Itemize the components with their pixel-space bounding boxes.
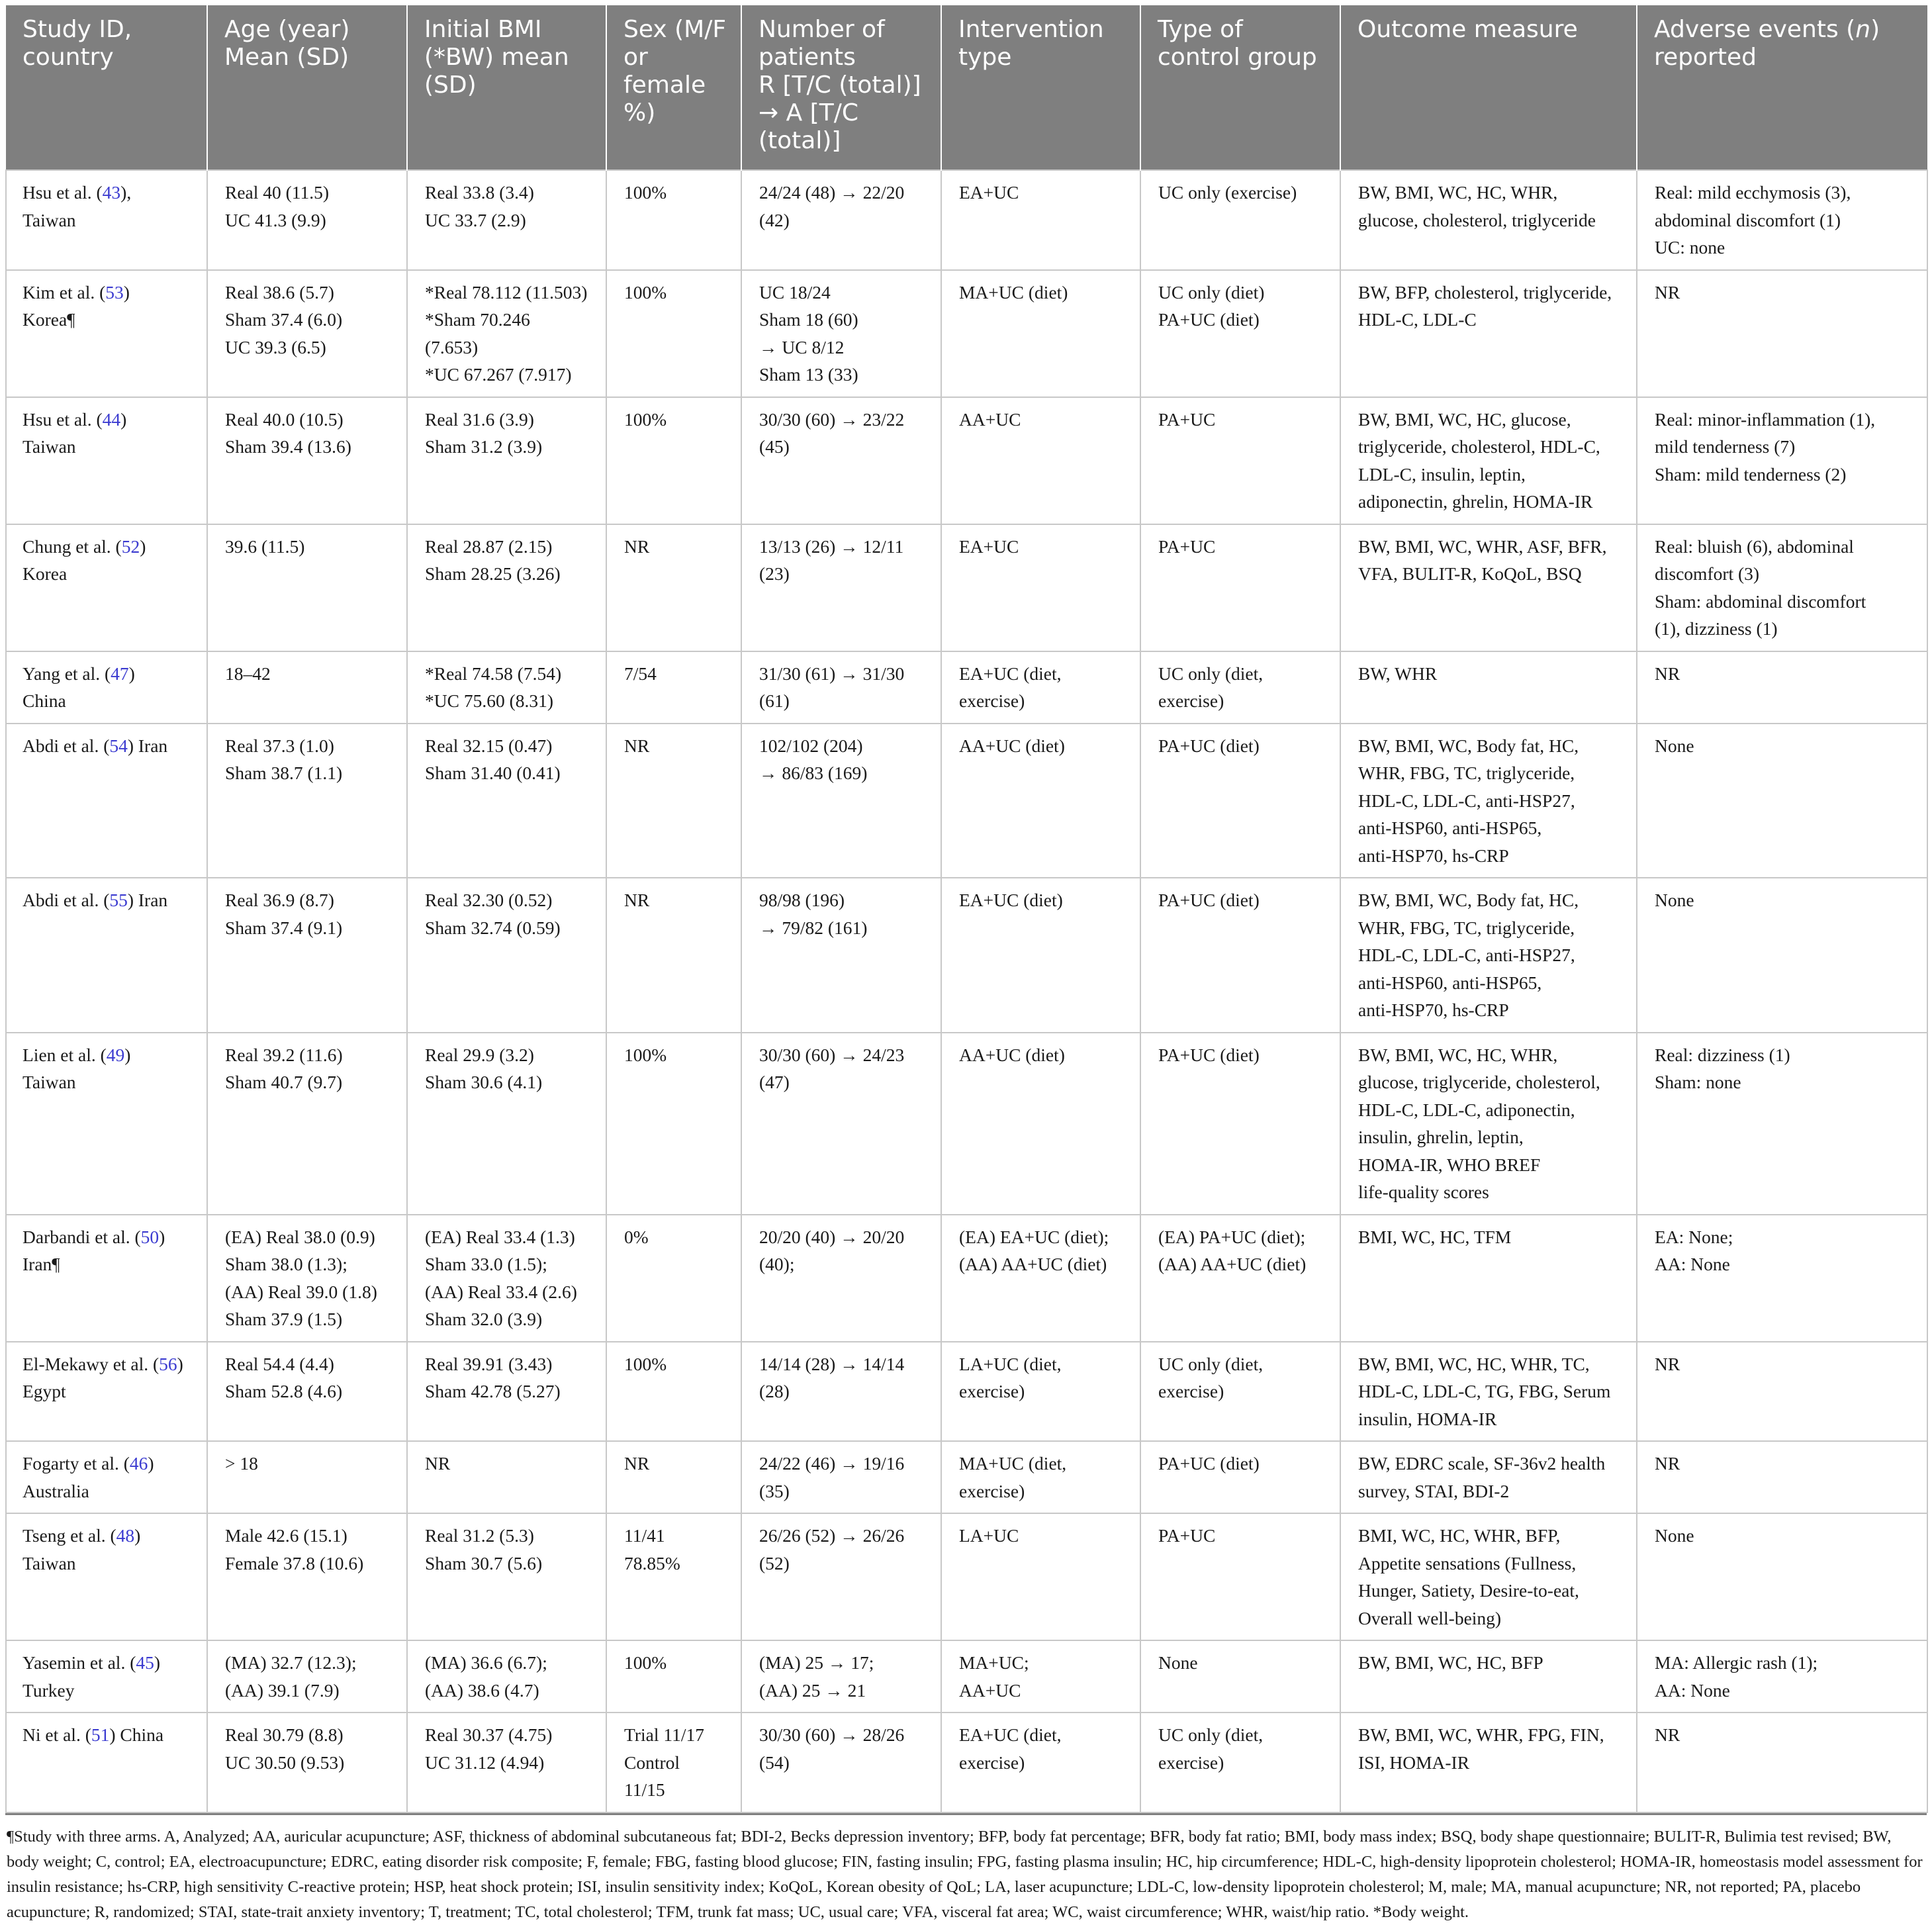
reference-link[interactable]: 48 <box>116 1525 135 1546</box>
outcome-cell: BW, WHR <box>1340 651 1637 724</box>
patients-cell: 31/30 (61) → 31/30 (61) <box>741 651 941 724</box>
bmi-cell: (MA) 36.6 (6.7); (AA) 38.6 (4.7) <box>407 1640 606 1713</box>
reference-link[interactable]: 55 <box>109 890 128 910</box>
adverse-events-cell: NR <box>1637 1342 1927 1442</box>
adverse-events-cell: Real: bluish (6), abdominal discomfort (3) Sham: abdominal discomfort (1), dizziness (1) <box>1637 524 1927 651</box>
age-cell: > 18 <box>207 1441 407 1513</box>
header-intervention-type: Intervention type <box>941 5 1140 170</box>
sex-cell: NR <box>606 524 741 651</box>
control-cell: UC only (exercise) <box>1140 170 1340 270</box>
age-cell: Real 36.9 (8.7) Sham 37.4 (9.1) <box>207 878 407 1033</box>
age-cell: Real 40 (11.5) UC 41.3 (9.9) <box>207 170 407 270</box>
patients-cell: 102/102 (204) → 86/83 (169) <box>741 724 941 878</box>
reference-link[interactable]: 47 <box>111 663 129 684</box>
bmi-cell: Real 31.6 (3.9) Sham 31.2 (3.9) <box>407 397 606 524</box>
study-name: Yasemin et al. ( <box>23 1652 136 1673</box>
patients-cell: 30/30 (60) → 23/22 (45) <box>741 397 941 524</box>
control-cell: UC only (diet, exercise) <box>1140 1713 1340 1812</box>
adverse-events-cell: None <box>1637 878 1927 1033</box>
adverse-events-cell: NR <box>1637 1713 1927 1812</box>
patients-cell: 24/22 (46) → 19/16 (35) <box>741 1441 941 1513</box>
study-name: Tseng et al. ( <box>23 1525 116 1546</box>
outcome-cell: BMI, WC, HC, WHR, BFP, Appetite sensations (Fullness, Hunger, Satiety, Desire-to-eat, Overall well-being) <box>1340 1513 1637 1640</box>
sex-cell: 100% <box>606 1342 741 1442</box>
bmi-cell: *Real 78.112 (11.503) *Sham 70.246 (7.653) *UC 67.267 (7.917) <box>407 270 606 397</box>
table-row <box>6 1441 1927 1513</box>
study-country: ), Taiwan <box>23 182 132 230</box>
sex-cell: 100% <box>606 1640 741 1713</box>
header-row <box>6 5 1927 170</box>
adverse-events-cell: Real: dizziness (1) Sham: none <box>1637 1033 1927 1215</box>
bmi-cell: Real 39.91 (3.43) Sham 42.78 (5.27) <box>407 1342 606 1442</box>
study-id-cell <box>6 1342 207 1442</box>
control-cell: UC only (diet) PA+UC (diet) <box>1140 270 1340 397</box>
patients-cell: UC 18/24 Sham 18 (60) → UC 8/12 Sham 13 (33) <box>741 270 941 397</box>
intervention-cell: EA+UC <box>941 524 1140 651</box>
age-cell: Male 42.6 (15.1) Female 37.8 (10.6) <box>207 1513 407 1640</box>
outcome-cell: BW, BMI, WC, HC, BFP <box>1340 1640 1637 1713</box>
reference-link[interactable]: 46 <box>129 1453 148 1474</box>
study-id-cell <box>6 1713 207 1812</box>
control-cell: PA+UC <box>1140 397 1340 524</box>
outcome-cell: BMI, WC, HC, TFM <box>1340 1215 1637 1342</box>
header-sex: Sex (M/F or female %) <box>606 5 741 170</box>
study-name: Lien et al. ( <box>23 1044 107 1065</box>
study-id-cell <box>6 270 207 397</box>
table-row <box>6 397 1927 524</box>
intervention-cell: MA+UC (diet, exercise) <box>941 1441 1140 1513</box>
intervention-cell: AA+UC (diet) <box>941 1033 1140 1215</box>
sex-cell: 100% <box>606 397 741 524</box>
patients-cell: 30/30 (60) → 28/26 (54) <box>741 1713 941 1812</box>
table-row <box>6 1033 1927 1215</box>
sex-cell: 0% <box>606 1215 741 1342</box>
sex-cell: Trial 11/17 Control 11/15 <box>606 1713 741 1812</box>
table-row <box>6 1342 1927 1442</box>
outcome-cell: BW, EDRC scale, SF-36v2 health survey, STAI, BDI-2 <box>1340 1441 1637 1513</box>
age-cell: 39.6 (11.5) <box>207 524 407 651</box>
reference-link[interactable]: 44 <box>102 408 121 430</box>
study-id-cell <box>6 170 207 270</box>
bmi-cell: Real 32.30 (0.52) Sham 32.74 (0.59) <box>407 878 606 1033</box>
table-row <box>6 1513 1927 1640</box>
outcome-cell: BW, BMI, WC, Body fat, HC, WHR, FBG, TC, triglyceride, HDL-C, LDL-C, anti-HSP27, anti-HSP60, anti-HSP65, anti-HSP70, hs-CRP <box>1340 878 1637 1033</box>
study-id-cell <box>6 1640 207 1713</box>
age-cell: Real 38.6 (5.7) Sham 37.4 (6.0) UC 39.3 (6.5) <box>207 270 407 397</box>
outcome-cell: BW, BMI, WC, WHR, FPG, FIN, ISI, HOMA-IR <box>1340 1713 1637 1812</box>
study-id-cell <box>6 651 207 724</box>
intervention-cell: AA+UC (diet) <box>941 724 1140 878</box>
table-row <box>6 524 1927 651</box>
adverse-events-cell: Real: minor-inflammation (1), mild tenderness (7) Sham: mild tenderness (2) <box>1637 397 1927 524</box>
study-name: Yang et al. ( <box>23 663 111 684</box>
bmi-cell: Real 29.9 (3.2) Sham 30.6 (4.1) <box>407 1033 606 1215</box>
table-row <box>6 1640 1927 1713</box>
bmi-cell: Real 33.8 (3.4) UC 33.7 (2.9) <box>407 170 606 270</box>
study-name: Fogarty et al. ( <box>23 1453 130 1474</box>
age-cell: Real 54.4 (4.4) Sham 52.8 (4.6) <box>207 1342 407 1442</box>
study-country: ) Egypt <box>23 1353 183 1401</box>
header-control-group: Type of control group <box>1140 5 1340 170</box>
header-adverse-events: Adverse events (n) reported <box>1637 5 1927 170</box>
age-cell: Real 37.3 (1.0) Sham 38.7 (1.1) <box>207 724 407 878</box>
table-row <box>6 1713 1927 1812</box>
reference-link[interactable]: 51 <box>91 1724 110 1745</box>
patients-cell: 13/13 (26) → 12/11 (23) <box>741 524 941 651</box>
control-cell: PA+UC <box>1140 524 1340 651</box>
control-cell: PA+UC (diet) <box>1140 1441 1340 1513</box>
intervention-cell: (EA) EA+UC (diet); (AA) AA+UC (diet) <box>941 1215 1140 1342</box>
control-cell: UC only (diet, exercise) <box>1140 1342 1340 1442</box>
study-name: Ni et al. ( <box>23 1724 91 1745</box>
sex-cell: 100% <box>606 170 741 270</box>
bmi-cell: *Real 74.58 (7.54) *UC 75.60 (8.31) <box>407 651 606 724</box>
bmi-cell: (EA) Real 33.4 (1.3) Sham 33.0 (1.5); (AA) Real 33.4 (2.6) Sham 32.0 (3.9) <box>407 1215 606 1342</box>
table-footnote: ¶Study with three arms. A, Analyzed; AA, auricular acupuncture; ASF, thickness of abdominal subcutaneous fat; BDI-2, Becks depression inventory; BFP, body fat percentage; BFR, body fat ratio; BMI, body mass index; BSQ, body shape questionnaire; BULIT-R, Bulimia test revised; BW, body weight; C, control; EA, electroacupuncture; EDRC, eating disorder risk composite; F, female; FBG, fasting blood glucose; FIN, fasting insulin; FPG, fasting plasma insulin; HC, hip circumference; HDL-C, high-density lipoprotein cholesterol; HOMA-IR, homeostasis model assessment for insulin resistance; hs-CRP, high sensitivity C-reactive protein; HSP, heat shock protein; ISI, insulin sensitivity index; KoQoL, Korean obesity of QoL; LA, laser acupuncture; LDL-C, low-density lipoprotein cholesterol; M, male; MA, manual acupuncture; NR, not reported; PA, placebo acupuncture; R, randomized; STAI, state-trait anxiety inventory; T, treatment; TC, total cholesterol; TFM, trunk fat mass; UC, usual care; VFA, visceral fat area; WC, waist circumference; WHR, waist/hip ratio. *Body weight. <box>5 1813 1927 1925</box>
age-cell: (MA) 32.7 (12.3); (AA) 39.1 (7.9) <box>207 1640 407 1713</box>
study-name: Hsu et al. ( <box>23 408 103 430</box>
reference-link[interactable]: 54 <box>109 735 128 756</box>
table-body <box>6 170 1927 1812</box>
age-cell: (EA) Real 38.0 (0.9) Sham 38.0 (1.3); (AA) Real 39.0 (1.8) Sham 37.9 (1.5) <box>207 1215 407 1342</box>
study-country: ) Taiwan <box>23 1525 141 1573</box>
study-id-cell <box>6 1033 207 1215</box>
adverse-events-cell: MA: Allergic rash (1); AA: None <box>1637 1640 1927 1713</box>
table-row <box>6 270 1927 397</box>
study-country: ) Korea¶ <box>23 281 130 330</box>
age-cell: Real 40.0 (10.5) Sham 39.4 (13.6) <box>207 397 407 524</box>
sex-cell: NR <box>606 1441 741 1513</box>
adverse-events-cell: EA: None; AA: None <box>1637 1215 1927 1342</box>
reference-link[interactable]: 45 <box>136 1652 154 1673</box>
intervention-cell: AA+UC <box>941 397 1140 524</box>
study-country: ) Turkey <box>23 1652 161 1701</box>
study-country: ) Iran <box>127 735 168 756</box>
study-name: Abdi et al. ( <box>23 890 110 910</box>
study-name: Abdi et al. ( <box>23 735 110 756</box>
sex-cell: NR <box>606 724 741 878</box>
study-country: ) Taiwan <box>23 408 127 457</box>
age-cell: Real 30.79 (8.8) UC 30.50 (9.53) <box>207 1713 407 1812</box>
reference-link[interactable]: 52 <box>121 536 140 557</box>
table-row <box>6 170 1927 270</box>
intervention-cell: MA+UC (diet) <box>941 270 1140 397</box>
reference-link[interactable]: 49 <box>106 1044 125 1065</box>
adverse-events-cell: NR <box>1637 651 1927 724</box>
outcome-cell: BW, BMI, WC, WHR, ASF, BFR, VFA, BULIT-R, KoQoL, BSQ <box>1340 524 1637 651</box>
outcome-cell: BW, BMI, WC, HC, WHR, glucose, triglyceride, cholesterol, HDL-C, LDL-C, adiponectin, insulin, ghrelin, leptin, HOMA-IR, WHO BREF life-quality scores <box>1340 1033 1637 1215</box>
table-row <box>6 724 1927 878</box>
adverse-events-cell: None <box>1637 724 1927 878</box>
sex-cell: 100% <box>606 270 741 397</box>
intervention-cell: EA+UC (diet, exercise) <box>941 1713 1140 1812</box>
study-id-cell <box>6 1215 207 1342</box>
adverse-events-cell: NR <box>1637 1441 1927 1513</box>
control-cell: UC only (diet, exercise) <box>1140 651 1340 724</box>
study-name: Darbandi et al. ( <box>23 1226 141 1247</box>
study-name: Hsu et al. ( <box>23 182 103 203</box>
bmi-cell: Real 31.2 (5.3) Sham 30.7 (5.6) <box>407 1513 606 1640</box>
table-header <box>6 5 1927 170</box>
study-country: ) Australia <box>23 1453 154 1501</box>
study-characteristics-table <box>5 5 1928 1813</box>
study-country: ) China <box>23 663 135 711</box>
sex-cell: NR <box>606 878 741 1033</box>
header-study-id: Study ID, country <box>6 5 207 170</box>
patients-cell: (MA) 25 → 17; (AA) 25 → 21 <box>741 1640 941 1713</box>
study-id-cell <box>6 524 207 651</box>
adverse-events-cell: None <box>1637 1513 1927 1640</box>
intervention-cell: LA+UC (diet, exercise) <box>941 1342 1140 1442</box>
control-cell: None <box>1140 1640 1340 1713</box>
study-id-cell <box>6 724 207 878</box>
control-cell: PA+UC (diet) <box>1140 1033 1340 1215</box>
reference-link[interactable]: 53 <box>105 281 124 303</box>
outcome-cell: BW, BFP, cholesterol, triglyceride, HDL-C, LDL-C <box>1340 270 1637 397</box>
document-page <box>5 5 1927 1925</box>
study-country: ) Korea <box>23 536 146 584</box>
reference-link[interactable]: 56 <box>159 1353 177 1374</box>
bmi-cell: Real 28.87 (2.15) Sham 28.25 (3.26) <box>407 524 606 651</box>
outcome-cell: BW, BMI, WC, HC, glucose, triglyceride, cholesterol, HDL-C, LDL-C, insulin, leptin, adiponectin, ghrelin, HOMA-IR <box>1340 397 1637 524</box>
age-cell: 18–42 <box>207 651 407 724</box>
sex-cell: 7/54 <box>606 651 741 724</box>
patients-cell: 24/24 (48) → 22/20 (42) <box>741 170 941 270</box>
study-name: Chung et al. ( <box>23 536 122 557</box>
intervention-cell: EA+UC <box>941 170 1140 270</box>
patients-cell: 20/20 (40) → 20/20 (40); <box>741 1215 941 1342</box>
table-row <box>6 651 1927 724</box>
outcome-cell: BW, BMI, WC, HC, WHR, glucose, cholesterol, triglyceride <box>1340 170 1637 270</box>
outcome-cell: BW, BMI, WC, HC, WHR, TC, HDL-C, LDL-C, TG, FBG, Serum insulin, HOMA-IR <box>1340 1342 1637 1442</box>
study-id-cell <box>6 1441 207 1513</box>
patients-cell: 98/98 (196) → 79/82 (161) <box>741 878 941 1033</box>
intervention-cell: EA+UC (diet, exercise) <box>941 651 1140 724</box>
header-initial-bmi: Initial BMI (*BW) mean (SD) <box>407 5 606 170</box>
outcome-cell: BW, BMI, WC, Body fat, HC, WHR, FBG, TC, triglyceride, HDL-C, LDL-C, anti-HSP27, anti-HSP60, anti-HSP65, anti-HSP70, hs-CRP <box>1340 724 1637 878</box>
table-row <box>6 1215 1927 1342</box>
study-country: ) Iran <box>127 890 168 910</box>
patients-cell: 26/26 (52) → 26/26 (52) <box>741 1513 941 1640</box>
header-outcome-measure: Outcome measure <box>1340 5 1637 170</box>
control-cell: PA+UC (diet) <box>1140 724 1340 878</box>
reference-link[interactable]: 43 <box>102 182 121 203</box>
bmi-cell: NR <box>407 1441 606 1513</box>
intervention-cell: EA+UC (diet) <box>941 878 1140 1033</box>
study-name: El-Mekawy et al. ( <box>23 1353 160 1374</box>
table-row <box>6 878 1927 1033</box>
adverse-events-cell: Real: mild ecchymosis (3), abdominal discomfort (1) UC: none <box>1637 170 1927 270</box>
study-id-cell <box>6 878 207 1033</box>
sex-cell: 11/41 78.85% <box>606 1513 741 1640</box>
adverse-events-cell: NR <box>1637 270 1927 397</box>
control-cell: PA+UC <box>1140 1513 1340 1640</box>
intervention-cell: MA+UC; AA+UC <box>941 1640 1140 1713</box>
study-country: ) Iran¶ <box>23 1226 165 1274</box>
reference-link[interactable]: 50 <box>140 1226 160 1247</box>
study-id-cell <box>6 1513 207 1640</box>
study-id-cell <box>6 397 207 524</box>
bmi-cell: Real 32.15 (0.47) Sham 31.40 (0.41) <box>407 724 606 878</box>
control-cell: PA+UC (diet) <box>1140 878 1340 1033</box>
age-cell: Real 39.2 (11.6) Sham 40.7 (9.7) <box>207 1033 407 1215</box>
header-age: Age (year) Mean (SD) <box>207 5 407 170</box>
study-country: ) Taiwan <box>23 1044 131 1092</box>
patients-cell: 14/14 (28) → 14/14 (28) <box>741 1342 941 1442</box>
study-name: Kim et al. ( <box>23 281 106 303</box>
control-cell: (EA) PA+UC (diet); (AA) AA+UC (diet) <box>1140 1215 1340 1342</box>
header-number-of-patients: Number of patients R [T/C (total)] → A [T/C (total)] <box>741 5 941 170</box>
study-country: ) China <box>109 1724 164 1745</box>
patients-cell: 30/30 (60) → 24/23 (47) <box>741 1033 941 1215</box>
bmi-cell: Real 30.37 (4.75) UC 31.12 (4.94) <box>407 1713 606 1812</box>
intervention-cell: LA+UC <box>941 1513 1140 1640</box>
sex-cell: 100% <box>606 1033 741 1215</box>
